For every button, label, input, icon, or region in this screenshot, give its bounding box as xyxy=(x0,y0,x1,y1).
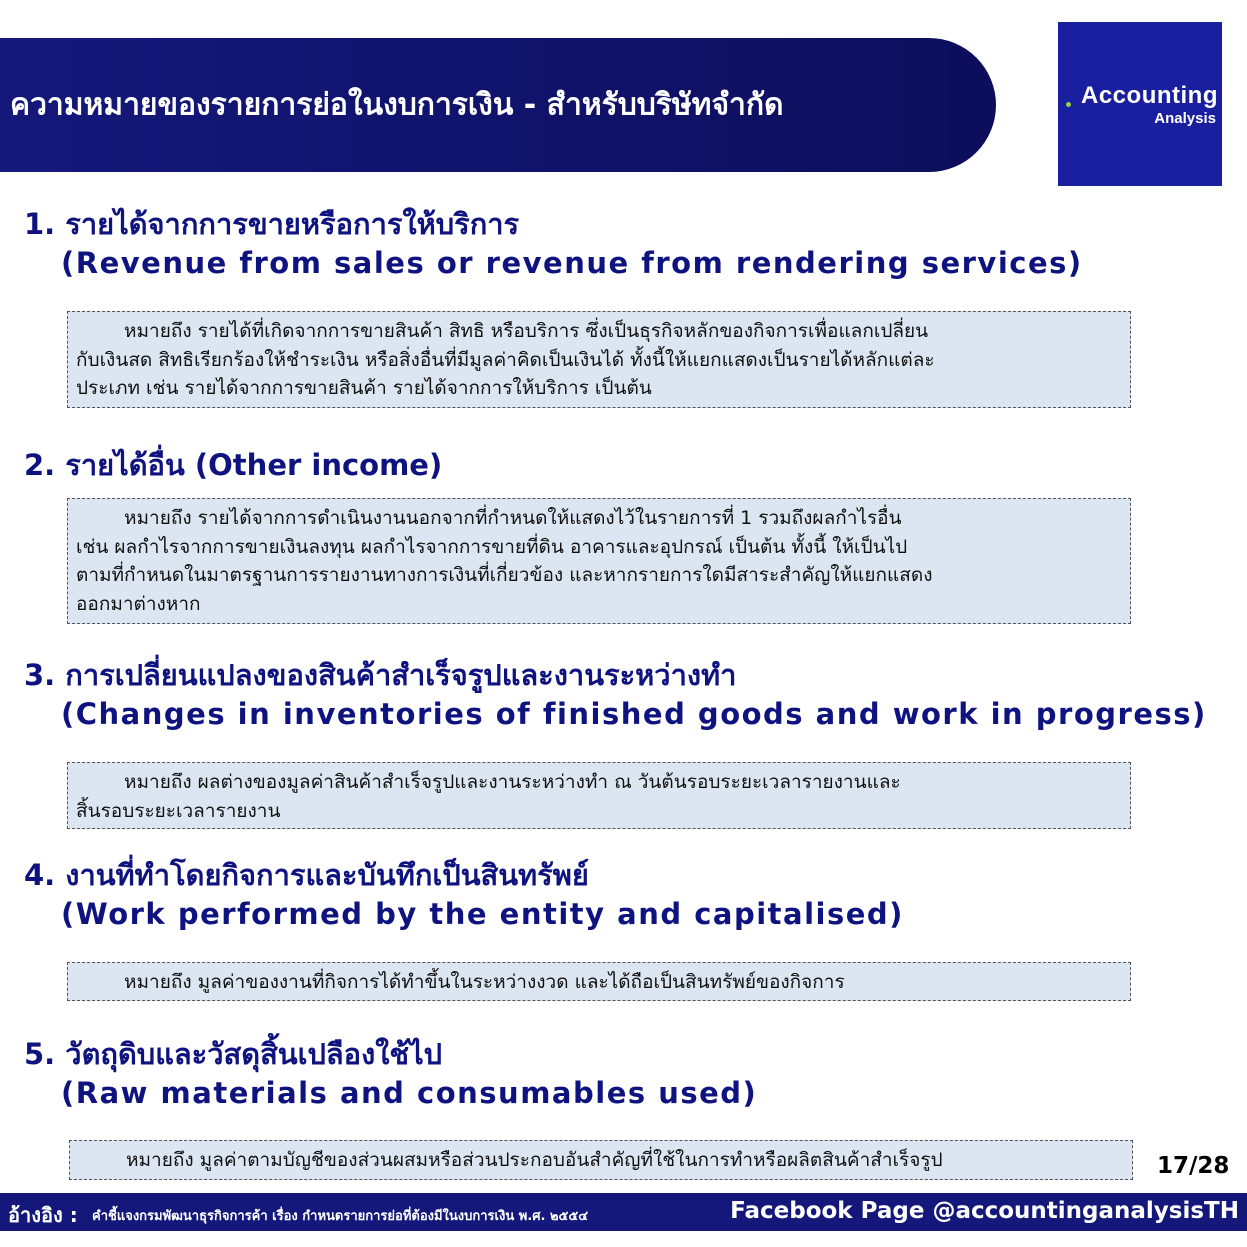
definition-line: ออกมาต่างหาก xyxy=(76,592,201,615)
footer-bar xyxy=(0,1193,1247,1231)
definition-line: หมายถึง มูลค่าตามบัญชีของส่วนผสมหรือส่วนประกอบอันสำคัญที่ใช้ในการทำหรือผลิตสินค้าสำเร็จรูป xyxy=(126,1149,943,1171)
definition-line: ตามที่กำหนดในมาตรฐานการรายงานทางการเงินที่เกี่ยวข้อง และหากรายการใดมีสาระสำคัญให้แยกแสดง xyxy=(76,564,933,586)
section-1-heading-th: 1. รายได้จากการขายหรือการให้บริการ xyxy=(24,207,520,241)
reference-label: อ้างอิง : xyxy=(8,1203,78,1227)
definition-line: หมายถึง มูลค่าของงานที่กิจการได้ทำขึ้นในระหว่างงวด และได้ถือเป็นสินทรัพย์ของกิจการ xyxy=(124,971,845,993)
section-1-definition xyxy=(67,311,1131,408)
logo-sub-text: Analysis xyxy=(1154,110,1216,127)
section-5-heading-en: (Raw materials and consumables used) xyxy=(61,1076,758,1110)
definition-line: กับเงินสด สิทธิเรียกร้องให้ชำระเงิน หรือสิ่งอื่นที่มีมูลค่าคิดเป็นเงินได้ ทั้งนี้ให้แยกแสดงเป็นรายได้หลักแต่ละ xyxy=(76,348,935,371)
section-2-definition xyxy=(67,498,1131,624)
facebook-page-link[interactable]: Facebook Page @accountinganalysisTH xyxy=(730,1198,1239,1224)
logo-main-text: Accounting xyxy=(1081,82,1218,109)
section-4-definition xyxy=(67,962,1131,1001)
section-3-heading-en: (Changes in inventories of finished goods and work in progress) xyxy=(61,697,1207,731)
page-number: 17/28 xyxy=(1157,1153,1230,1179)
section-4-heading-en: (Work performed by the entity and capitalised) xyxy=(61,897,904,931)
logo-dot-icon xyxy=(1066,102,1071,107)
reference-text: คำชี้แจงกรมพัฒนาธุรกิจการค้า เรื่อง กำหนดรายการย่อที่ต้องมีในงบการเงิน พ.ศ. ๒๕๕๔ xyxy=(92,1209,589,1224)
definition-line: หมายถึง ผลต่างของมูลค่าสินค้าสำเร็จรูปและงานระหว่างทำ ณ วันต้นรอบระยะเวลารายงานและ xyxy=(124,771,901,793)
section-3-heading-th: 3. การเปลี่ยนแปลงของสินค้าสำเร็จรูปและงานระหว่างทำ xyxy=(24,658,737,692)
section-5-definition xyxy=(69,1140,1133,1180)
section-4-heading-th: 4. งานที่ทำโดยกิจการและบันทึกเป็นสินทรัพย์ xyxy=(24,858,589,892)
accounting-analysis-logo xyxy=(1058,22,1222,186)
section-1-heading-en: (Revenue from sales or revenue from rendering services) xyxy=(61,246,1083,280)
section-2-heading: 2. รายได้อื่น (Other income) xyxy=(24,448,443,482)
page-title: ความหมายของรายการย่อในงบการเงิน - สำหรับบริษัทจำกัด xyxy=(10,87,784,123)
definition-line: ประเภท เช่น รายได้จากการขายสินค้า รายได้จากการให้บริการ เป็นต้น xyxy=(76,377,652,399)
definition-line: สิ้นรอบระยะเวลารายงาน xyxy=(76,799,281,822)
section-3-definition xyxy=(67,762,1131,829)
title-banner xyxy=(0,38,996,172)
definition-line: หมายถึง รายได้ที่เกิดจากการขายสินค้า สิทธิ หรือบริการ ซึ่งเป็นธุรกิจหลักของกิจการเพื่อแลกเปลี่ยน xyxy=(124,320,929,342)
definition-line: หมายถึง รายได้จากการดำเนินงานนอกจากที่กำหนดให้แสดงไว้ในรายการที่ 1 รวมถึงผลกำไรอื่น xyxy=(124,507,902,529)
definition-line: เช่น ผลกำไรจากการขายเงินลงทุน ผลกำไรจากการขายที่ดิน อาคารและอุปกรณ์ เป็นต้น ทั้งนี้ ให้เป็นไป xyxy=(76,535,908,558)
section-5-heading-th: 5. วัตถุดิบและวัสดุสิ้นเปลืองใช้ไป xyxy=(24,1037,443,1071)
